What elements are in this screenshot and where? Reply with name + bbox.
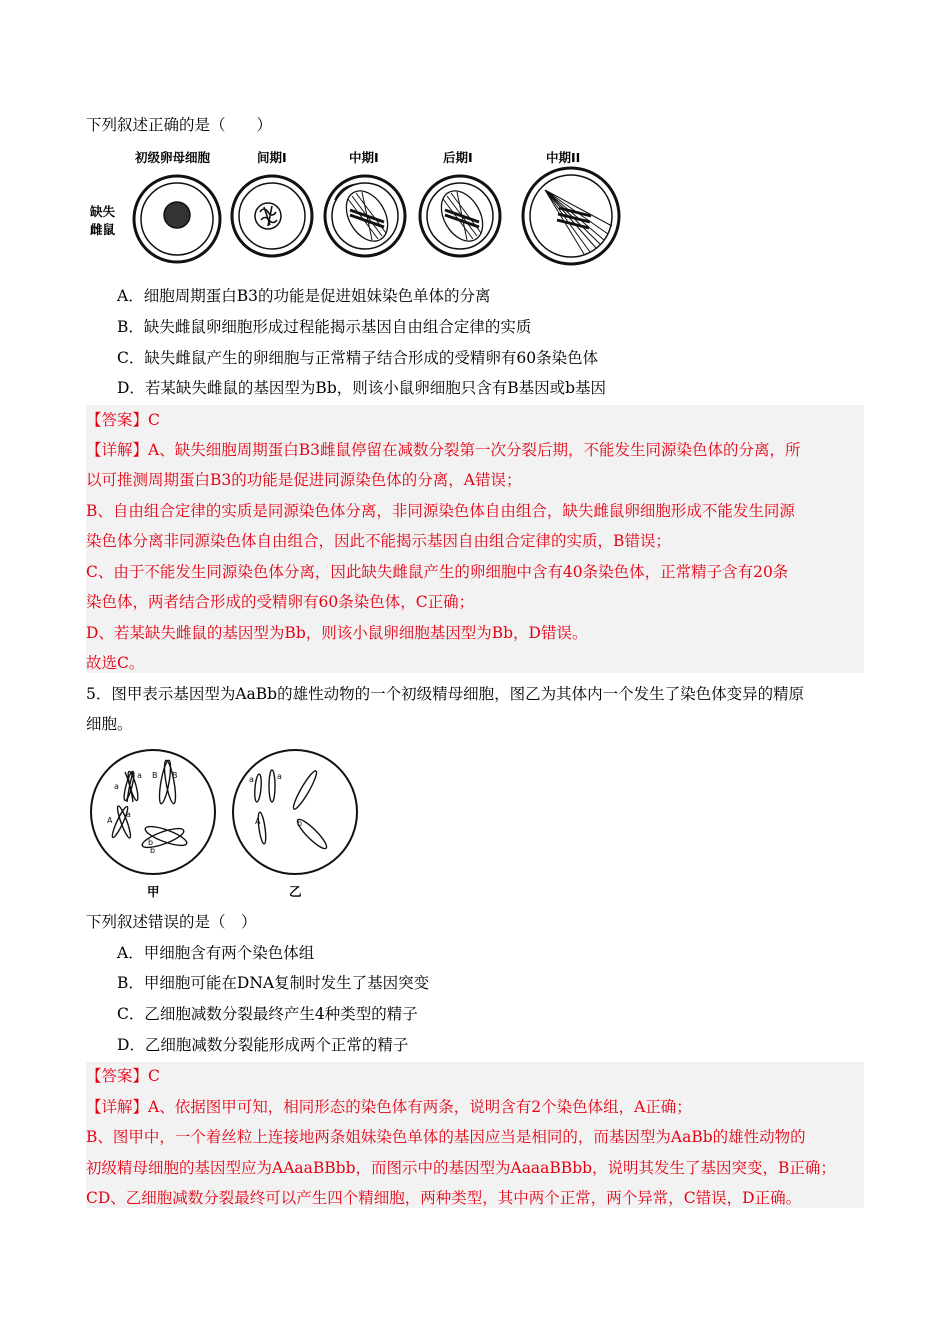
q4-explanation-line-3: B、自由组合定律的实质是同源染色体分离，非同源染色体自由组合，缺失雌鼠卵细胞形成不能发生同源 [86, 502, 795, 520]
row-label-line2: 雌鼠 [90, 222, 116, 237]
explanation-text: A、依据图甲可知，相同形态的染色体有两条，说明含有2个染色体组，A正确； [148, 1098, 692, 1116]
q5-explanation-line-1 [86, 1096, 692, 1118]
gene-letter: a [249, 775, 254, 784]
row-label-line1: 缺失 [90, 204, 116, 219]
q5-stem-line-1: 5．图甲表示基因型为AaBb的雄性动物的一个初级精母细胞，图乙为其体内一个发生了染色体变异的精原 [86, 685, 805, 703]
q4-explanation-line-8: 故选C。 [86, 654, 145, 672]
q5-explanation-line-4: CD、乙细胞减数分裂最终可以产生四个精细胞，两种类型，其中两个正常，两个异常，C错误，D正确。 [86, 1189, 802, 1207]
explanation-text: A、缺失细胞周期蛋白B3雌鼠停留在减数分裂第一次分裂后期，不能发生同源染色体的分离，所 [148, 441, 801, 459]
gene-letter: b [297, 819, 303, 828]
gene-letter: b [150, 846, 156, 855]
stage-label-metaphase-1: 中期I [349, 150, 379, 165]
gene-letter: a [114, 782, 119, 791]
q4-explanation-line-7: D、若某缺失雌鼠的基因型为Bb，则该小鼠卵细胞基因型为Bb，D错误。 [86, 624, 588, 642]
answer-value: C [148, 411, 160, 429]
gene-letter: B [152, 771, 158, 780]
detail-tag: 【详解】 [86, 1098, 149, 1116]
stage-label-primary-oocyte: 初级卵母细胞 [135, 150, 211, 165]
q4-option-c: C．缺失雌鼠产生的卵细胞与正常精子结合形成的受精卵有60条染色体 [117, 349, 599, 367]
q4-option-a: A．细胞周期蛋白B3的功能是促进姐妹染色单体的分离 [117, 287, 491, 305]
detail-tag: 【详解】 [86, 441, 149, 459]
q5-question: 下列叙述错误的是（ ） [86, 913, 257, 931]
stage-label-anaphase-1: 后期I [443, 150, 473, 165]
gene-letter: B [172, 771, 178, 780]
q5-stem-line-2: 细胞。 [86, 715, 133, 733]
gene-letter: b [148, 838, 154, 847]
q5-option-b: B．甲细胞可能在DNA复制时发生了基因突变 [117, 974, 430, 992]
gene-letter: A [107, 816, 113, 825]
figure-label-jia: 甲 [147, 884, 160, 899]
stage-label-interphase: 间期I [257, 150, 287, 165]
q5-option-a: A．甲细胞含有两个染色体组 [117, 944, 315, 962]
q4-explanation-line-5: C、由于不能发生同源染色体分离，因此缺失雌鼠产生的卵细胞中含有40条染色体，正常精子含有20条 [86, 563, 789, 581]
q5-option-c: C．乙细胞减数分裂最终产生4种类型的精子 [117, 1005, 418, 1023]
q4-option-b: B．缺失雌鼠卵细胞形成过程能揭示基因自由组合定律的实质 [117, 318, 532, 336]
gene-letter: a [277, 772, 282, 781]
answer-tag: 【答案】 [86, 1067, 149, 1085]
q5-explanation-line-2: B、图甲中，一个着丝粒上连接地两条姐妹染色单体的基因应当是相同的，而基因型为AaBb的雄性动物的 [86, 1128, 806, 1146]
q5-answer [86, 1065, 160, 1087]
q4-option-d: D．若某缺失雌鼠的基因型为Bb，则该小鼠卵细胞只含有B基因或b基因 [117, 379, 607, 397]
q4-explanation-line-2: 以可推测周期蛋白B3的功能是促进同源染色体的分离，A错误； [86, 471, 522, 489]
gene-letter: a [137, 771, 142, 780]
q5-option-d: D．乙细胞减数分裂能形成两个正常的精子 [117, 1036, 409, 1054]
gene-letter: A [255, 817, 261, 826]
answer-tag: 【答案】 [86, 411, 149, 429]
cell-yi [233, 750, 357, 874]
q4-explanation-line-6: 染色体，两者结合形成的受精卵有60条染色体，C正确； [86, 593, 475, 611]
figure-label-yi: 乙 [289, 884, 302, 899]
q5-explanation-line-3: 初级精母细胞的基因型应为AAaaBBbb，而图示中的基因型为AaaaBBbb，说明其发生了基因突变，B正确； [86, 1159, 836, 1177]
gene-letter: a [126, 810, 131, 819]
q4-explanation-line-4: 染色体分离非同源染色体自由组合，因此不能揭示基因自由组合定律的实质，B错误； [86, 532, 671, 550]
answer-value: C [148, 1067, 160, 1085]
cell-jia [91, 750, 215, 874]
stage-label-metaphase-2: 中期II [546, 150, 581, 165]
q4-stem: 下列叙述正确的是（ ） [86, 116, 273, 134]
